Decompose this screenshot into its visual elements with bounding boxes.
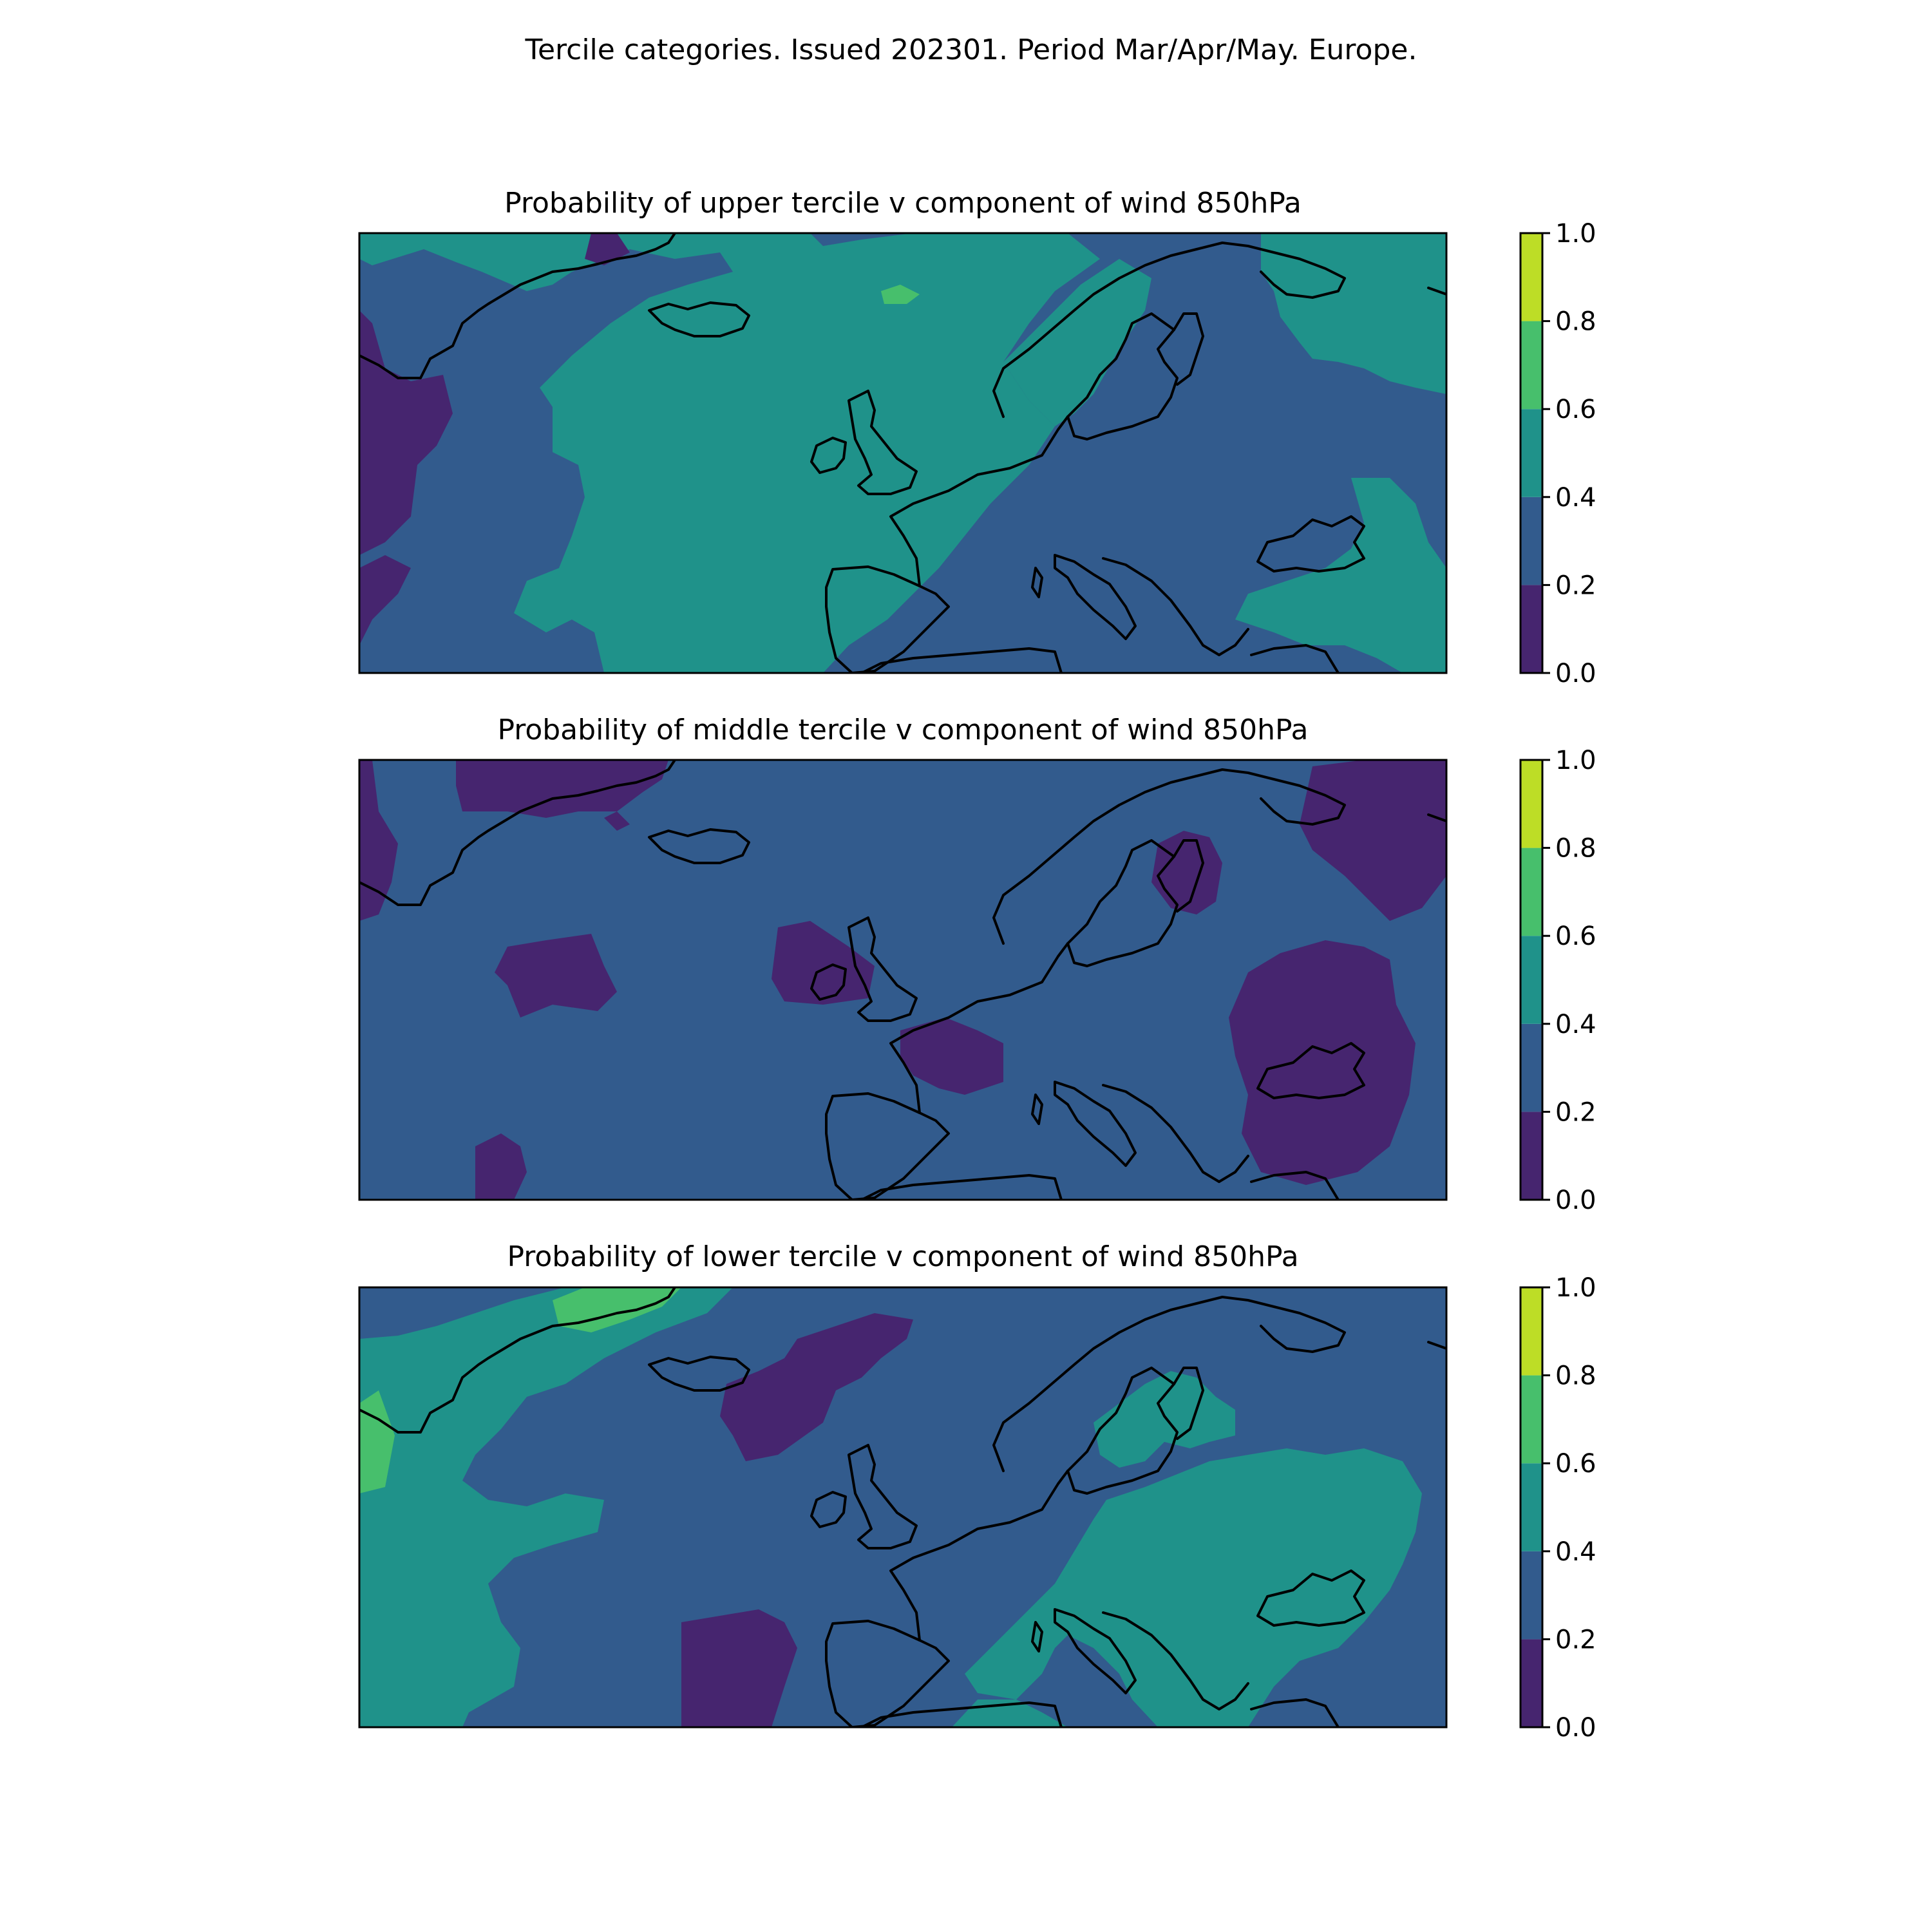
colorbar-tick-label: 1.0	[1555, 1273, 1596, 1303]
colorbar-segment	[1520, 409, 1542, 497]
colorbar-lower	[1520, 1273, 1596, 1743]
colorbar-segment	[1520, 936, 1542, 1024]
colorbar-middle	[1520, 746, 1596, 1215]
colorbar-segment	[1520, 1287, 1542, 1376]
colorbar-tick-label: 1.0	[1555, 746, 1596, 775]
colorbar-tick-label: 0.2	[1555, 1097, 1596, 1128]
colorbar-segment	[1520, 497, 1542, 585]
colorbar-tick-label: 0.2	[1555, 571, 1596, 601]
colorbar-tick-label: 0.4	[1555, 482, 1596, 513]
colorbar-tick-label: 0.4	[1555, 1537, 1596, 1567]
panel-title-upper: Probability of upper tercile v component of wind 850hPa	[504, 187, 1302, 220]
colorbar-segment	[1520, 321, 1542, 410]
colorbar-segment	[1520, 1024, 1542, 1112]
colorbar-segment	[1520, 760, 1542, 848]
colorbar-tick-label: 1.0	[1555, 219, 1596, 249]
colorbar-upper	[1520, 219, 1596, 688]
colorbar-tick-label: 0.6	[1555, 1449, 1596, 1479]
colorbar-segment	[1520, 1112, 1542, 1200]
panel-lower	[359, 1240, 1446, 1727]
colorbar-tick-label: 0.0	[1555, 1186, 1596, 1215]
colorbar-tick-label: 0.8	[1555, 307, 1596, 337]
colorbar-segment	[1520, 1376, 1542, 1464]
colorbar-tick-label: 0.6	[1555, 395, 1596, 425]
colorbars	[1520, 219, 1596, 1743]
panel-title-lower: Probability of lower tercile v component of wind 850hPa	[507, 1240, 1299, 1273]
colorbar-tick-label: 0.0	[1555, 659, 1596, 688]
panel-title-middle: Probability of middle tercile v component of wind 850hPa	[497, 714, 1309, 746]
colorbar-tick-label: 0.6	[1555, 922, 1596, 952]
panel-upper	[359, 187, 1446, 673]
panel-middle	[359, 714, 1446, 1200]
colorbar-tick-label: 0.0	[1555, 1713, 1596, 1743]
colorbar-segment	[1520, 1463, 1542, 1551]
colorbar-segment	[1520, 233, 1542, 321]
colorbar-tick-label: 0.8	[1555, 1361, 1596, 1391]
colorbar-segment	[1520, 848, 1542, 936]
figure-suptitle: Tercile categories. Issued 202301. Period Mar/Apr/May. Europe.	[525, 33, 1417, 66]
colorbar-segment	[1520, 1551, 1542, 1640]
colorbar-tick-label: 0.4	[1555, 1009, 1596, 1039]
colorbar-tick-label: 0.2	[1555, 1625, 1596, 1655]
colorbar-segment	[1520, 585, 1542, 673]
colorbar-segment	[1520, 1639, 1542, 1727]
colorbar-tick-label: 0.8	[1555, 833, 1596, 864]
